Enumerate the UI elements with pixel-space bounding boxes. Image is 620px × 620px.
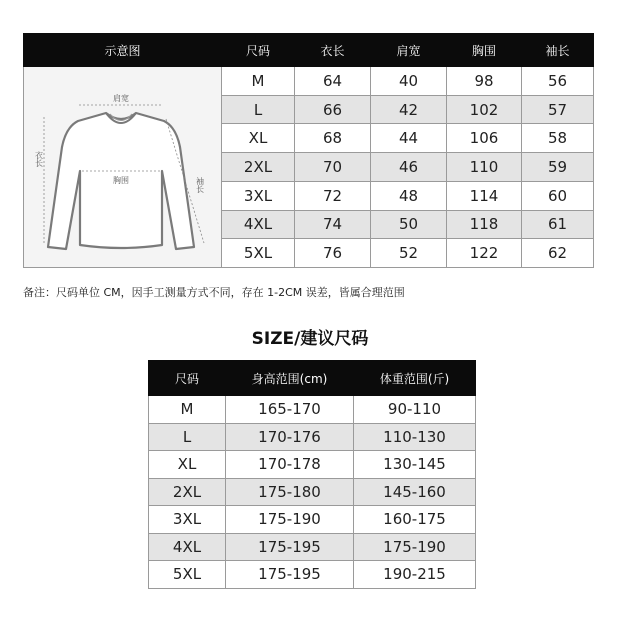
size-chart-header-row: [24, 34, 594, 67]
header-weight: 体重范围(斤): [354, 361, 476, 396]
height-cell: 165-170: [226, 396, 354, 424]
table-row: [149, 478, 476, 506]
weight-cell: 175-190: [354, 533, 476, 561]
weight-cell: 90-110: [354, 396, 476, 424]
table-row: [149, 561, 476, 589]
table-row: [24, 67, 594, 96]
chest-cell: 118: [447, 210, 522, 239]
sleeve-cell: 62: [522, 239, 594, 268]
size-cell: 3XL: [149, 506, 226, 534]
sleeve-cell: 60: [522, 181, 594, 210]
sleeve-cell: 61: [522, 210, 594, 239]
header-height: 身高范围(cm): [226, 361, 354, 396]
sleeve-cell: 58: [522, 124, 594, 153]
table-row: [149, 396, 476, 424]
size-cell: 4XL: [222, 210, 295, 239]
weight-cell: 145-160: [354, 478, 476, 506]
shoulder-cell: 46: [371, 153, 447, 182]
chest-cell: 98: [447, 67, 522, 96]
table-row: [149, 451, 476, 479]
weight-cell: 190-215: [354, 561, 476, 589]
measurement-note: 备注：尺码单位 CM，因手工测量方式不同，存在 1-2CM 误差，皆属合理范围: [23, 286, 405, 299]
garment-diagram: [24, 67, 222, 268]
shoulder-cell: 40: [371, 67, 447, 96]
size-cell: L: [149, 423, 226, 451]
size-cell: 3XL: [222, 181, 295, 210]
size-chart-table: [23, 33, 594, 268]
header-size: 尺码: [149, 361, 226, 396]
header-shoulder: 肩宽: [371, 34, 447, 67]
size-cell: XL: [222, 124, 295, 153]
header-size: 尺码: [222, 34, 295, 67]
size-cell: 4XL: [149, 533, 226, 561]
header-sleeve: 袖长: [522, 34, 594, 67]
length-label: 衣长: [34, 151, 44, 167]
weight-cell: 110-130: [354, 423, 476, 451]
chest-cell: 110: [447, 153, 522, 182]
shoulder-cell: 44: [371, 124, 447, 153]
sleeve-label: 袖长: [195, 177, 205, 193]
recommend-header-row: [149, 361, 476, 396]
size-cell: 5XL: [222, 239, 295, 268]
shoulder-cell: 50: [371, 210, 447, 239]
chest-cell: 106: [447, 124, 522, 153]
shoulder-cell: 42: [371, 95, 447, 124]
chest-cell: 122: [447, 239, 522, 268]
table-row: [149, 533, 476, 561]
shoulder-label: 肩宽: [113, 94, 129, 103]
sleeve-cell: 56: [522, 67, 594, 96]
header-length: 衣长: [295, 34, 371, 67]
height-cell: 175-195: [226, 533, 354, 561]
height-cell: 175-195: [226, 561, 354, 589]
length-cell: 68: [295, 124, 371, 153]
sweatshirt-sketch-icon: [24, 67, 221, 263]
size-cell: XL: [149, 451, 226, 479]
height-cell: 170-176: [226, 423, 354, 451]
table-row: [149, 423, 476, 451]
height-cell: 170-178: [226, 451, 354, 479]
size-cell: M: [222, 67, 295, 96]
size-cell: 2XL: [149, 478, 226, 506]
length-cell: 66: [295, 95, 371, 124]
recommended-size-table: [148, 360, 476, 589]
height-cell: 175-180: [226, 478, 354, 506]
size-cell: L: [222, 95, 295, 124]
size-cell: 5XL: [149, 561, 226, 589]
size-cell: M: [149, 396, 226, 424]
weight-cell: 160-175: [354, 506, 476, 534]
length-cell: 76: [295, 239, 371, 268]
table-row: [149, 506, 476, 534]
chest-cell: 102: [447, 95, 522, 124]
sleeve-cell: 57: [522, 95, 594, 124]
header-diagram: 示意图: [24, 34, 222, 67]
length-cell: 70: [295, 153, 371, 182]
shoulder-cell: 48: [371, 181, 447, 210]
length-cell: 74: [295, 210, 371, 239]
header-chest: 胸围: [447, 34, 522, 67]
chest-cell: 114: [447, 181, 522, 210]
length-cell: 64: [295, 67, 371, 96]
recommend-title: SIZE/建议尺码: [251, 329, 369, 349]
length-cell: 72: [295, 181, 371, 210]
shoulder-cell: 52: [371, 239, 447, 268]
sleeve-cell: 59: [522, 153, 594, 182]
weight-cell: 130-145: [354, 451, 476, 479]
chest-label: 胸围: [113, 176, 129, 185]
size-cell: 2XL: [222, 153, 295, 182]
height-cell: 175-190: [226, 506, 354, 534]
